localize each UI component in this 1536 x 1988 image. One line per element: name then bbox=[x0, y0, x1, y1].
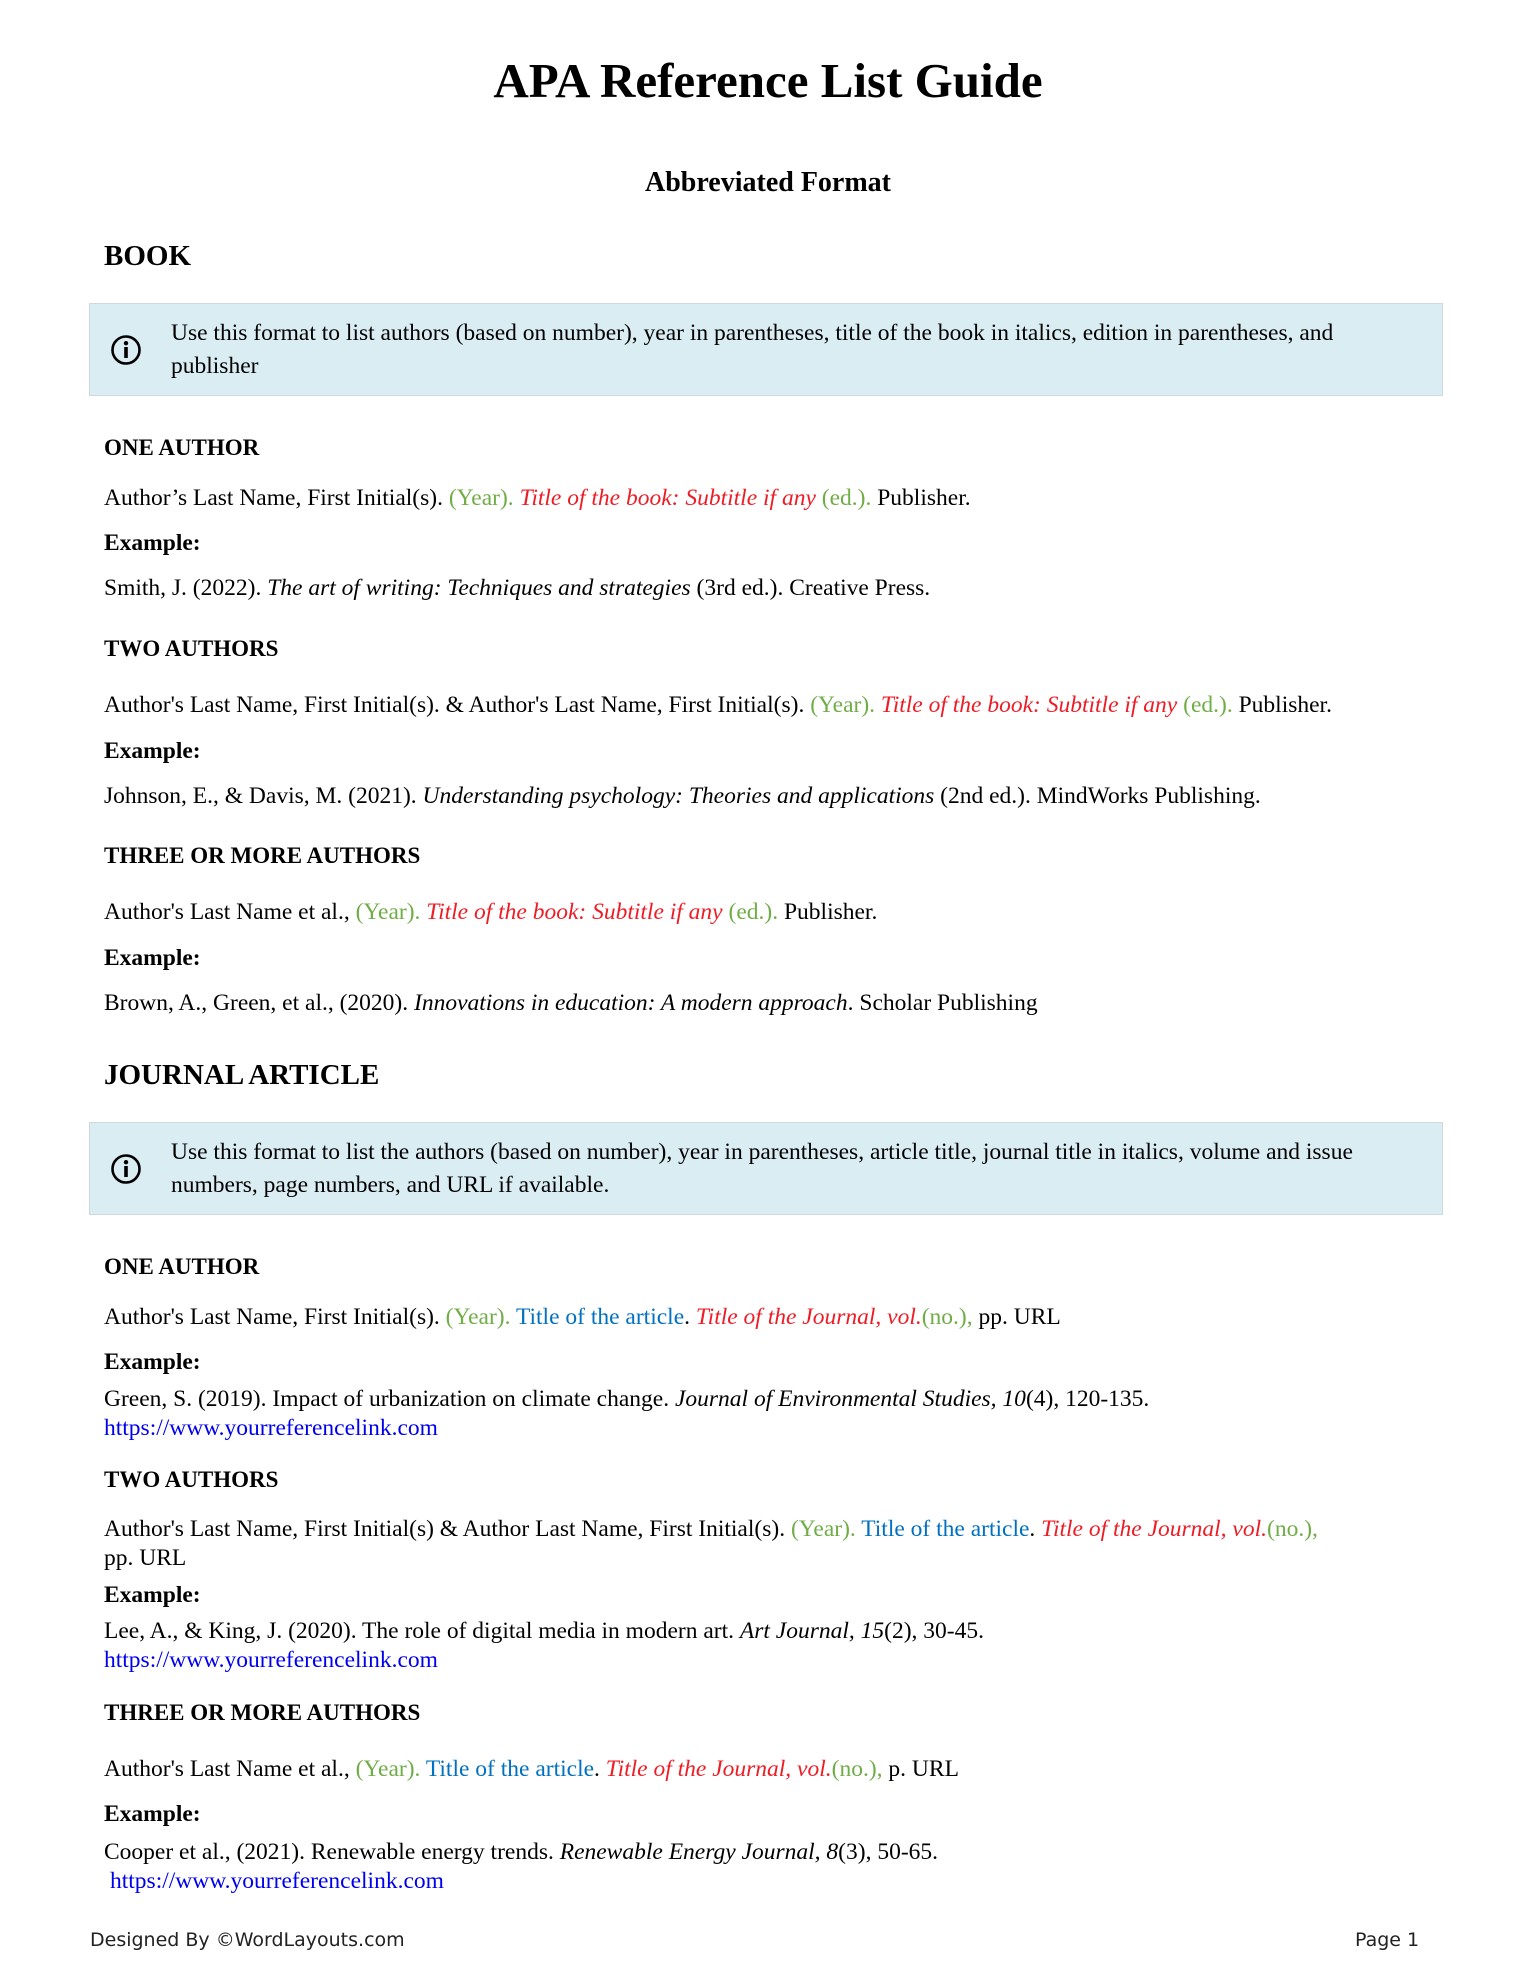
example-post: (2nd ed.). MindWorks Publishing. bbox=[934, 783, 1261, 809]
template-authors: Author's Last Name et al., bbox=[104, 899, 356, 925]
template-edition: (ed.). bbox=[815, 485, 878, 511]
example-title: Innovations in education: A modern approach bbox=[414, 990, 848, 1016]
format-template bbox=[104, 485, 971, 512]
template-article: Title of the article bbox=[425, 1756, 595, 1782]
template-authors: Author's Last Name, First Initial(s). bbox=[104, 1304, 446, 1330]
subheading-three-authors: THREE OR MORE AUTHORS bbox=[104, 843, 421, 868]
template-edition: (ed.). bbox=[1177, 692, 1239, 718]
info-text: Use this format to list the authors (based on number), year in parentheses, article title, journal title in italics, volume and issue numbers, page numbers, and URL if available. bbox=[171, 1139, 1353, 1198]
example-title: The art of writing: Techniques and strategies bbox=[267, 575, 691, 601]
example-label: Example: bbox=[104, 1801, 201, 1827]
template-year: (Year). bbox=[810, 692, 881, 718]
template-year: (Year). bbox=[355, 899, 427, 925]
example-citation bbox=[104, 575, 930, 602]
template-journal: Title of the Journal, vol. bbox=[605, 1756, 832, 1782]
template-pages-url: pp. URL bbox=[978, 1304, 1061, 1330]
example-citation bbox=[104, 1618, 984, 1645]
page-number: Page 1 bbox=[1355, 1929, 1420, 1951]
format-template bbox=[104, 1516, 1318, 1543]
subheading-two-authors: TWO AUTHORS bbox=[104, 1467, 279, 1492]
template-edition: (ed.). bbox=[722, 899, 784, 925]
example-citation bbox=[104, 1839, 938, 1866]
example-link[interactable]: https://www.yourreferencelink.com bbox=[104, 1647, 438, 1673]
footer-credit: Designed By ©WordLayouts.com bbox=[90, 1929, 405, 1951]
example-citation bbox=[104, 783, 1261, 810]
template-publisher: Publisher. bbox=[1238, 692, 1332, 718]
template-publisher: Publisher. bbox=[877, 485, 971, 511]
example-citation bbox=[104, 990, 1038, 1017]
example-post: (3), 50-65. bbox=[838, 1839, 939, 1865]
example-pre: Brown, A., Green, et al., (2020). bbox=[104, 990, 414, 1016]
template-issue: (no.), bbox=[921, 1304, 979, 1330]
template-title: Title of the book: Subtitle if any bbox=[519, 485, 816, 511]
format-template bbox=[104, 692, 1332, 719]
example-pre: Smith, J. (2022). bbox=[104, 575, 268, 601]
template-pages-url: p. URL bbox=[888, 1756, 959, 1782]
example-pre: Johnson, E., & Davis, M. (2021). bbox=[104, 783, 423, 809]
format-template-wrap: pp. URL bbox=[104, 1545, 187, 1571]
template-title: Title of the book: Subtitle if any bbox=[426, 899, 723, 925]
page-subtitle: Abbreviated Format bbox=[645, 167, 891, 198]
subheading-one-author: ONE AUTHOR bbox=[104, 1254, 260, 1279]
example-pre: Cooper et al., (2021). Renewable energy trends. bbox=[104, 1839, 560, 1865]
example-label: Example: bbox=[104, 738, 201, 764]
example-label: Example: bbox=[104, 1349, 201, 1375]
format-template bbox=[104, 1756, 959, 1783]
subheading-two-authors: TWO AUTHORS bbox=[104, 636, 279, 661]
template-authors: Author's Last Name, First Initial(s). & Author's Last Name, First Initial(s). bbox=[104, 692, 811, 718]
subheading-three-authors: THREE OR MORE AUTHORS bbox=[104, 1700, 421, 1725]
section-heading-book: BOOK bbox=[104, 240, 192, 272]
template-year: (Year). bbox=[355, 1756, 426, 1782]
example-label: Example: bbox=[104, 530, 201, 556]
format-template bbox=[104, 899, 877, 926]
template-year: (Year). bbox=[448, 485, 520, 511]
info-text: Use this format to list authors (based on number), year in parentheses, title of the book in italics, edition in parentheses, and publisher bbox=[171, 320, 1334, 379]
info-circle-icon bbox=[110, 334, 142, 366]
format-template bbox=[104, 1304, 1061, 1331]
template-year: (Year). bbox=[790, 1516, 862, 1542]
example-link[interactable]: https://www.yourreferencelink.com bbox=[104, 1415, 438, 1441]
template-journal: Title of the Journal, vol. bbox=[695, 1304, 922, 1330]
template-authors: Author's Last Name, First Initial(s) & Author Last Name, First Initial(s). bbox=[104, 1516, 791, 1542]
info-box-journal bbox=[89, 1122, 1443, 1215]
template-publisher: Publisher. bbox=[783, 899, 878, 925]
subheading-one-author: ONE AUTHOR bbox=[104, 435, 260, 460]
template-issue: (no.), bbox=[1267, 1516, 1318, 1542]
template-sep: . bbox=[1029, 1516, 1042, 1542]
template-journal: Title of the Journal, vol. bbox=[1041, 1516, 1268, 1542]
info-box-book bbox=[89, 303, 1443, 396]
example-citation bbox=[104, 1386, 1149, 1413]
example-journal: Renewable Energy Journal, 8 bbox=[559, 1839, 839, 1865]
example-link[interactable]: https://www.yourreferencelink.com bbox=[110, 1868, 444, 1894]
example-post: . Scholar Publishing bbox=[847, 990, 1038, 1016]
page-title: APA Reference List Guide bbox=[493, 53, 1043, 108]
template-article: Title of the article bbox=[515, 1304, 685, 1330]
example-title: Understanding psychology: Theories and applications bbox=[422, 783, 935, 809]
info-circle-icon bbox=[110, 1153, 142, 1185]
example-journal: Art Journal, 15 bbox=[739, 1618, 885, 1644]
template-sep: . bbox=[594, 1756, 606, 1782]
example-post: (2), 30-45. bbox=[884, 1618, 985, 1644]
template-title: Title of the book: Subtitle if any bbox=[880, 692, 1178, 718]
template-sep: . bbox=[684, 1304, 696, 1330]
template-authors: Author’s Last Name, First Initial(s). bbox=[104, 485, 449, 511]
template-article: Title of the article bbox=[861, 1516, 1030, 1542]
template-year: (Year). bbox=[445, 1304, 516, 1330]
example-label: Example: bbox=[104, 945, 201, 971]
section-heading-journal: JOURNAL ARTICLE bbox=[104, 1059, 380, 1091]
example-post: (3rd ed.). Creative Press. bbox=[690, 575, 931, 601]
example-post: (4), 120-135. bbox=[1025, 1386, 1150, 1412]
template-issue: (no.), bbox=[831, 1756, 889, 1782]
example-label: Example: bbox=[104, 1582, 201, 1608]
example-pre: Lee, A., & King, J. (2020). The role of digital media in modern art. bbox=[104, 1618, 740, 1644]
template-authors: Author's Last Name et al., bbox=[104, 1756, 356, 1782]
example-journal: Journal of Environmental Studies, 10 bbox=[674, 1386, 1026, 1412]
example-pre: Green, S. (2019). Impact of urbanization on climate change. bbox=[104, 1386, 675, 1412]
